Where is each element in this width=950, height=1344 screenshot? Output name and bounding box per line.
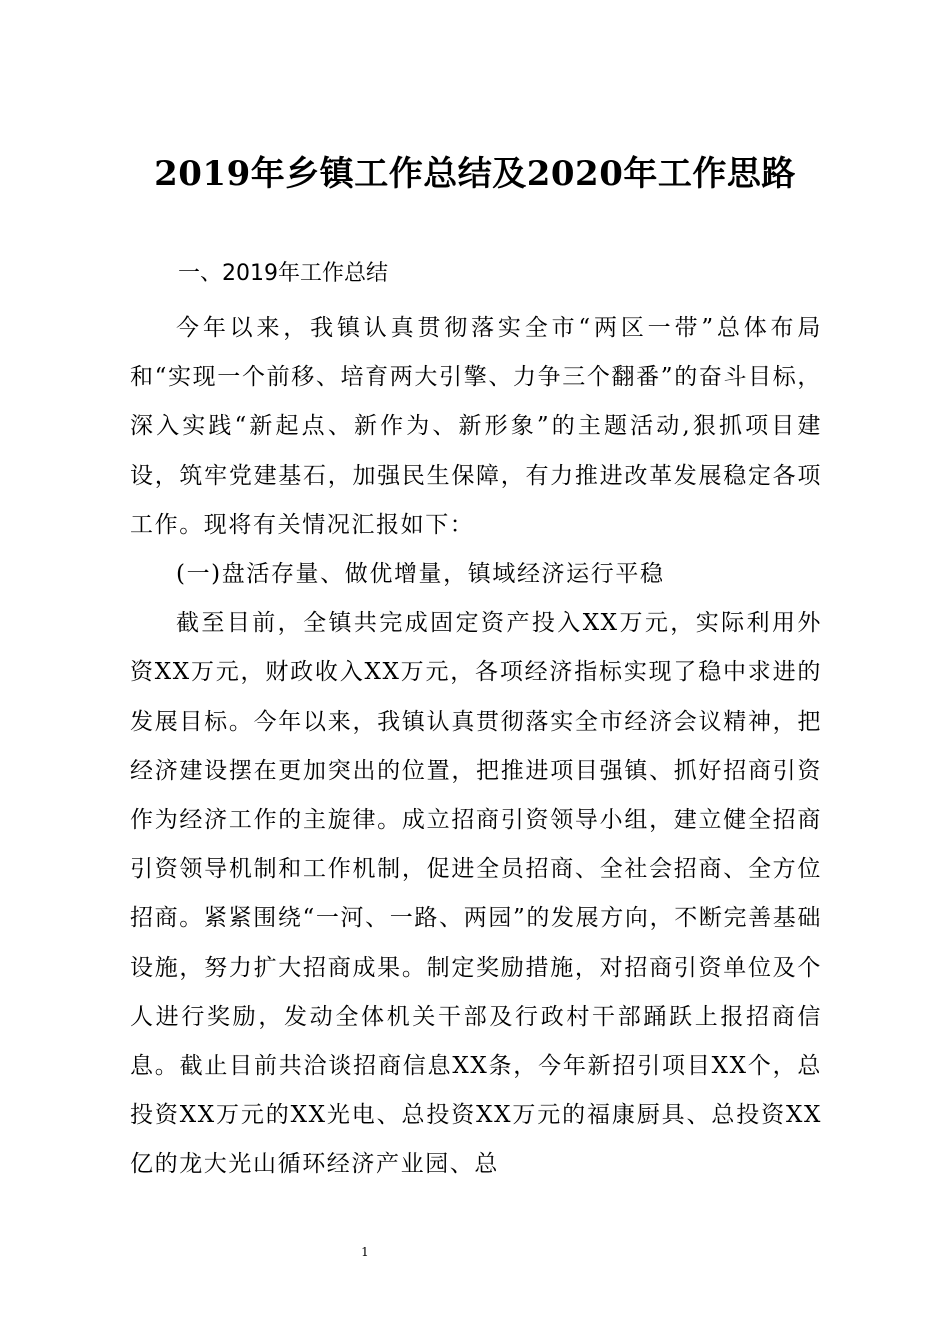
document-title: 2019年乡镇工作总结及2020年工作思路 xyxy=(154,154,796,194)
page-number: 1 xyxy=(361,1245,369,1259)
intro-paragraph: 今年以来，我镇认真贯彻落实全市“两区一带”总体布局和“实现一个前移、培育两大引擎、力争三个翻番”的奋斗目标，深入实践“新起点、新作为、新形象”的主题活动,狠抓项目建设，筑牢党建基石，加强民生保障，有力推进改革发展稳定各项工作。现将有关情况汇报如下： xyxy=(130,315,822,538)
section-heading: 一、2019年工作总结 xyxy=(178,261,388,286)
subsection-heading: (一)盘活存量、做优增量，镇域经济运行平稳 xyxy=(176,561,665,588)
document-body xyxy=(130,304,822,1190)
economy-paragraph: 截至目前，全镇共完成固定资产投入XX万元，实际利用外资XX万元，财政收入XX万元，各项经济指标实现了稳中求进的发展目标。今年以来，我镇认真贯彻落实全市经济会议精神，把经济建设摆在更加突出的位置，把推进项目强镇、抓好招商引资作为经济工作的主旋律。成立招商引资领导小组，建立健全招商引资领导机制和工作机制，促进全员招商、全社会招商、全方位招商。紧紧围绕“一河、一路、两园”的发展方向，不断完善基础设施，努力扩大招商成果。制定奖励措施，对招商引资单位及个人进行奖励，发动全体机关干部及行政村干部踊跃上报招商信息。截止目前共洽谈招商信息XX条，今年新招引项目XX个，总投资XX万元的XX光电、总投资XX万元的福康厨具、总投资XX亿的龙大光山循环经济产业园、总 xyxy=(130,610,822,1178)
